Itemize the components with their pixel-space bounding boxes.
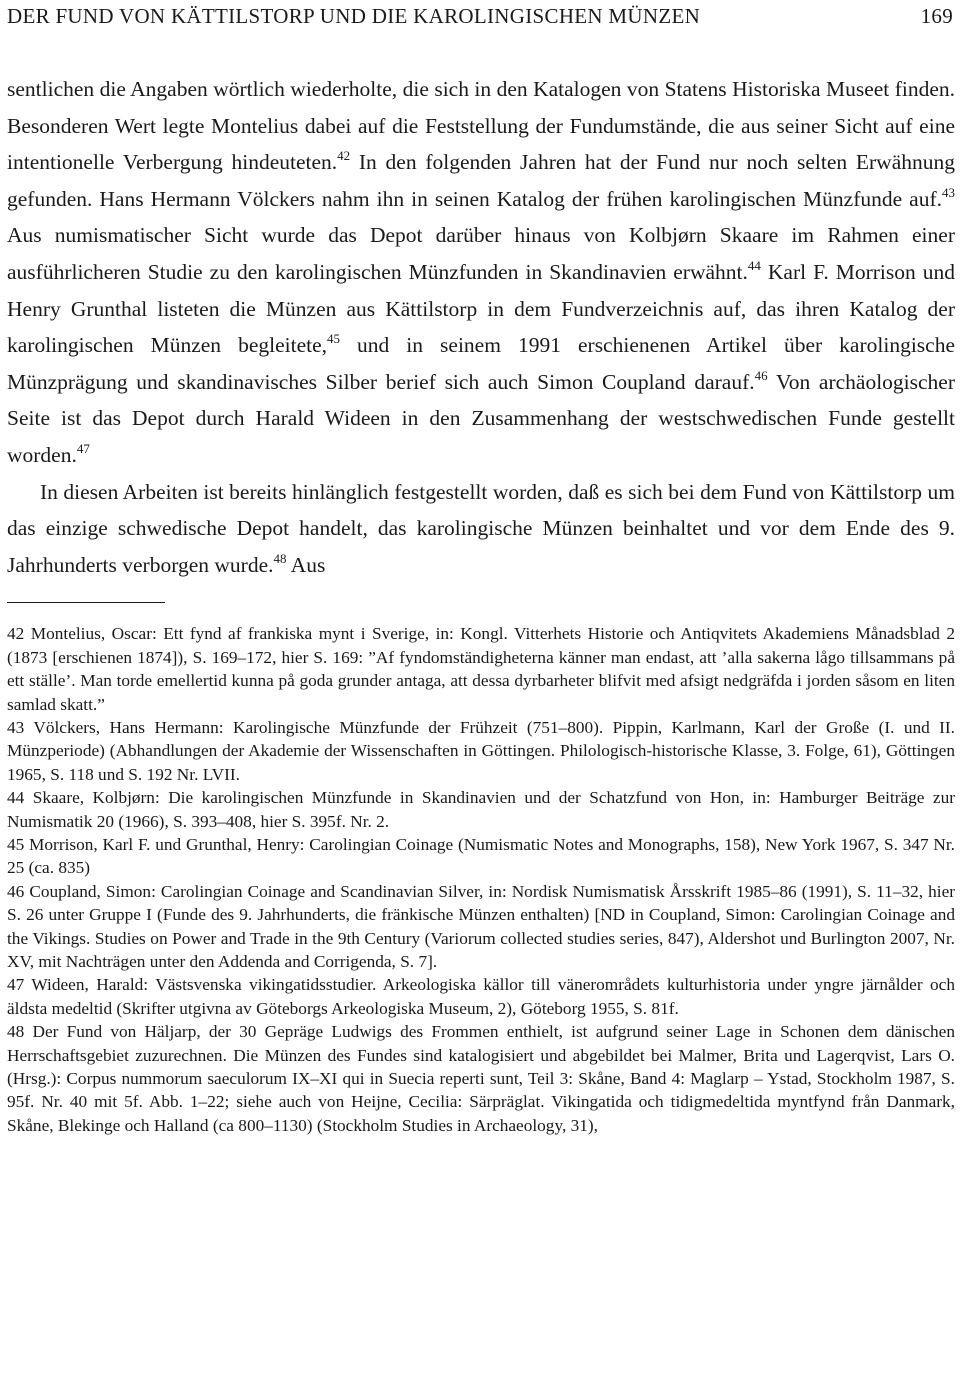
text-run: Aus numismatischer Sicht wurde das Depot darüber hinaus von Kolbjørn Skaare im Rahmen einer ausführlicheren Studie zu den karolingischen Münzfunden in Skandinavien erwähnt. [7, 223, 955, 284]
book-page [7, 0, 955, 1137]
text-run: In den folgenden Jahren hat der Fund nur noch selten Erwähnung gefunden. Hans Hermann Völckers nahm ihn in seinen Katalog der frühen karolingischen Münzfunde auf. [7, 150, 955, 211]
footnote-48: 48 Der Fund von Häljarp, der 30 Gepräge Ludwigs des Frommen enthielt, ist aufgrund seiner Lage in Schonen dem dänischen Herrschaftsgebiet zuzurechnen. Die Münzen des Fundes sind katalogisiert und abgebildet bei Malmer, Brita und Lagerqvist, Lars O. (Hrsg.): Corpus nummorum saeculorum IX–XI qui in Suecia reperti sunt, Teil 3: Skåne, Band 4: Maglarp – Ystad, Stockholm 1987, S. 95f. Nr. 40 mit 5f. Abb. 1–22; siehe auch von Heijne, Cecilia: Särpräglat. Vikingatida och tidigmedeltida myntfynd från Danmark, Skåne, Blekinge och Halland (ca 800–1130) (Stockholm Studies in Archaeology, 31), [7, 1022, 955, 1135]
text-run: sentlichen die Angaben wörtlich wiederholte, die sich in den Katalogen von Statens Historiska Museet finden. Besonderen Wert legte Montelius dabei auf die Feststellung der Fundumstände, die aus seiner Sicht auf eine intentionelle Verbergung hindeuteten. [7, 77, 955, 175]
footnote-44: 44 Skaare, Kolbjørn: Die karolingischen Münzfunde in Skandinavien und der Schatzfund von Hon, in: Hamburger Beiträge zur Numismatik 20 (1966), S. 393–408, hier S. 395f. Nr. 2. [7, 788, 955, 831]
footnote-separator [7, 602, 165, 603]
footnote-ref-43[interactable]: 43 [942, 184, 955, 200]
footnote-42: 42 Montelius, Oscar: Ett fynd af frankiska mynt i Sverige, in: Kongl. Vitterhets Historie och Antiqvitets Akademiens Månadsblad 2 (1873 [erschienen 1874]), S. 169–172, hier S. 169: ”Af fyndomständigheterna känner man endast, att ’alla sakerna lågo tillsammans på ett ställe’. Man torde emellertid kunna på goda grunder antaga, att dessa dyrbarheter blifvit med afsigt nedgräfda i jorden såsom en liten samlad skatt.” [7, 624, 955, 714]
paragraph [7, 474, 955, 584]
footnote-ref-44[interactable]: 44 [747, 257, 761, 273]
footnote-47: 47 Wideen, Harald: Västsvenska vikingatidsstudier. Arkeologiska källor till vänerområdets kulturhistoria under yngre järnålder och äldsta medeltid (Skrifter utgivna av Göteborgs Arkeologiska Museum, 2), Göteborg 1955, S. 81f. [7, 975, 955, 1018]
running-head [7, 2, 955, 30]
footnote-43: 43 Völckers, Hans Hermann: Karolingische Münzfunde der Frühzeit (751–800). Pippin, Karlmann, Karl der Große (I. und II. Münzperiode) (Abhandlungen der Akademie der Wissenschaften in Göttingen. Philologisch-historische Klasse, 3. Folge, 61), Göttingen 1965, S. 118 und S. 192 Nr. LVII. [7, 717, 955, 784]
text-run: Von archäologischer Seite ist das Depot durch Harald Wideen in den Zusammenhang der westschwedischen Funde gestellt worden. [7, 369, 956, 467]
footnotes [7, 622, 955, 1137]
text-run: Aus [286, 552, 326, 577]
text-run: Karl F. Morrison und Henry Grunthal listeten die Münzen aus Kättilstorp in dem Fundverzeichnis auf, das ihren Katalog der karolingischen Münzen begleitete, [7, 259, 955, 358]
footnote-46: 46 Coupland, Simon: Carolingian Coinage and Scandinavian Silver, in: Nordisk Numismatisk Årsskrift 1985–86 (1991), S. 11–32, hier S. 26 unter Gruppe I (Funde des 9. Jahrhunderts, die fränkische Münzen enthalten) [ND in Coupland, Simon: Carolingian Coinage and the Vikings. Studies on Power and Trade in the 9th Century (Variorum collected studies series, 847), Aldershot und Burlington 2007, Nr. XV, mit Nachträgen unter den Addenda and Corrigenda, S. 7]. [7, 881, 955, 971]
text-run: In diesen Arbeiten ist bereits hinlänglich festgestellt worden, daß es sich bei dem Fund von Kättilstorp um das einzige schwedische Depot handelt, das karolingische Münzen beinhaltet und vor dem Ende des 9. Jahrhunderts verborgen wurde. [7, 479, 955, 577]
footnote-ref-46[interactable]: 46 [754, 367, 768, 383]
footnote-ref-48[interactable]: 48 [273, 550, 287, 566]
running-head-title: DER FUND VON KÄTTILSTORP UND DIE KAROLINGISCHEN MÜNZEN [7, 4, 701, 28]
paragraph-continued [7, 71, 955, 474]
footnote-ref-47[interactable]: 47 [76, 440, 90, 456]
footnote-ref-42[interactable]: 42 [337, 148, 351, 164]
main-text [7, 71, 955, 583]
footnote-ref-45[interactable]: 45 [327, 331, 341, 347]
page-number: 169 [920, 4, 953, 28]
footnote-45: 45 Morrison, Karl F. und Grunthal, Henry: Carolingian Coinage (Numismatic Notes and Monographs, 158), New York 1967, S. 347 Nr. 25 (ca. 835) [7, 834, 955, 878]
text-run: und in seinem 1991 erschienenen Artikel über karolingische Münzprägung und skandinavisches Silber berief sich auch Simon Coupland darauf. [7, 333, 956, 394]
